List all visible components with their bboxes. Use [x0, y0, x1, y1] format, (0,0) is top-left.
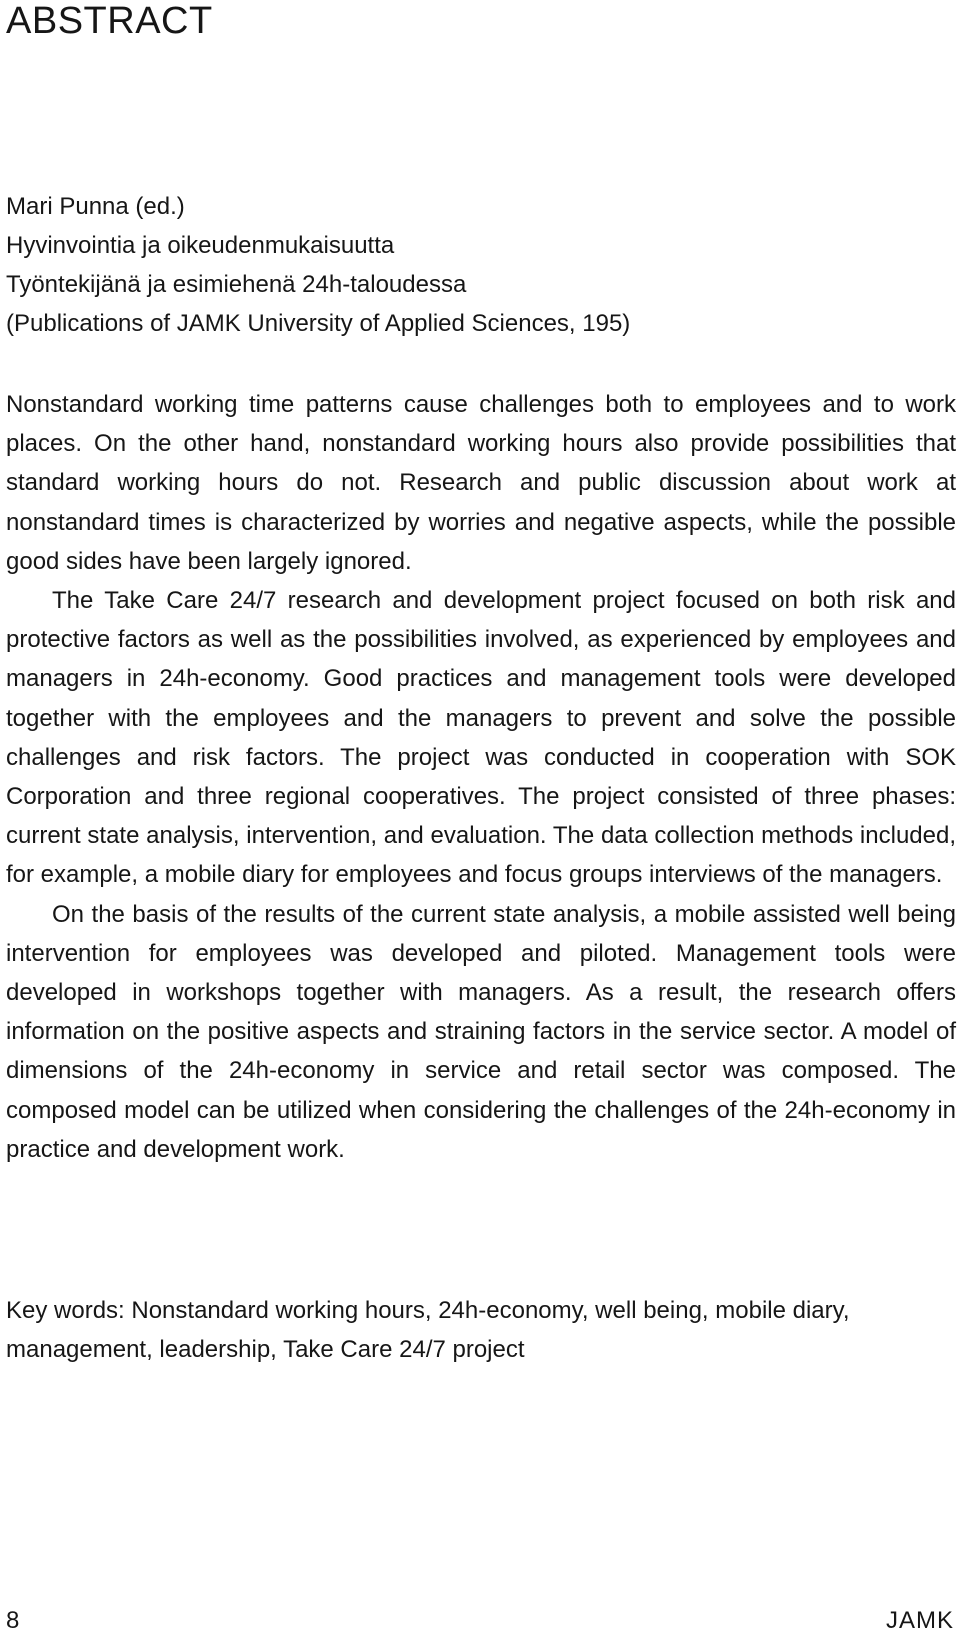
keywords: Key words: Nonstandard working hours, 24h-economy, well being, mobile diary, management, leadership, Take Care 24/7 project: [6, 1297, 850, 1363]
publication-info: [6, 187, 630, 343]
publication-series: (Publications of JAMK University of Applied Sciences, 195): [6, 310, 631, 337]
abstract-paragraph-1: Nonstandard working time patterns cause challenges both to employees and to work places. On the other hand, nonstandard working hours also provide possibilities that standard working hours do not. Research and public discussion about work at nonstandard times is characterized by worries and negative aspects, while the possible good sides have been largely ignored.: [6, 391, 956, 575]
page-number: 8: [6, 1607, 20, 1634]
abstract-paragraph-3: On the basis of the results of the current state analysis, a mobile assisted well being intervention for employees was developed and piloted. Management tools were developed in workshops together with managers. As a result, the research offers information on the positive aspects and straining factors in the service sector. A model of dimensions of the 24h-economy in service and retail sector was composed. The composed model can be utilized when considering the challenges of the 24h-economy in practice and development work.: [6, 900, 956, 1163]
page-title: ABSTRACT: [6, 0, 213, 42]
editor-line: Mari Punna (ed.): [6, 193, 185, 220]
publication-title-line-1: Hyvinvointia ja oikeudenmukaisuutta: [6, 232, 395, 259]
publication-title-line-2: Työntekijänä ja esimiehenä 24h-taloudessa: [6, 271, 467, 298]
footer-brand: JAMK: [885, 1607, 954, 1634]
abstract-body: [6, 385, 956, 1169]
abstract-paragraph-2: The Take Care 24/7 research and development project focused on both risk and protective factors as well as the possibilities involved, as experienced by employees and managers in 24h-economy. Good practices and management tools were developed together with the employees and the managers to prevent and solve the possible challenges and risk factors. The project was conducted in cooperation with SOK Corporation and three regional cooperatives. The project consisted of three phases: current state analysis, intervention, and evaluation. The data collection methods included, for example, a mobile diary for employees and focus groups interviews of the managers.: [6, 587, 956, 889]
